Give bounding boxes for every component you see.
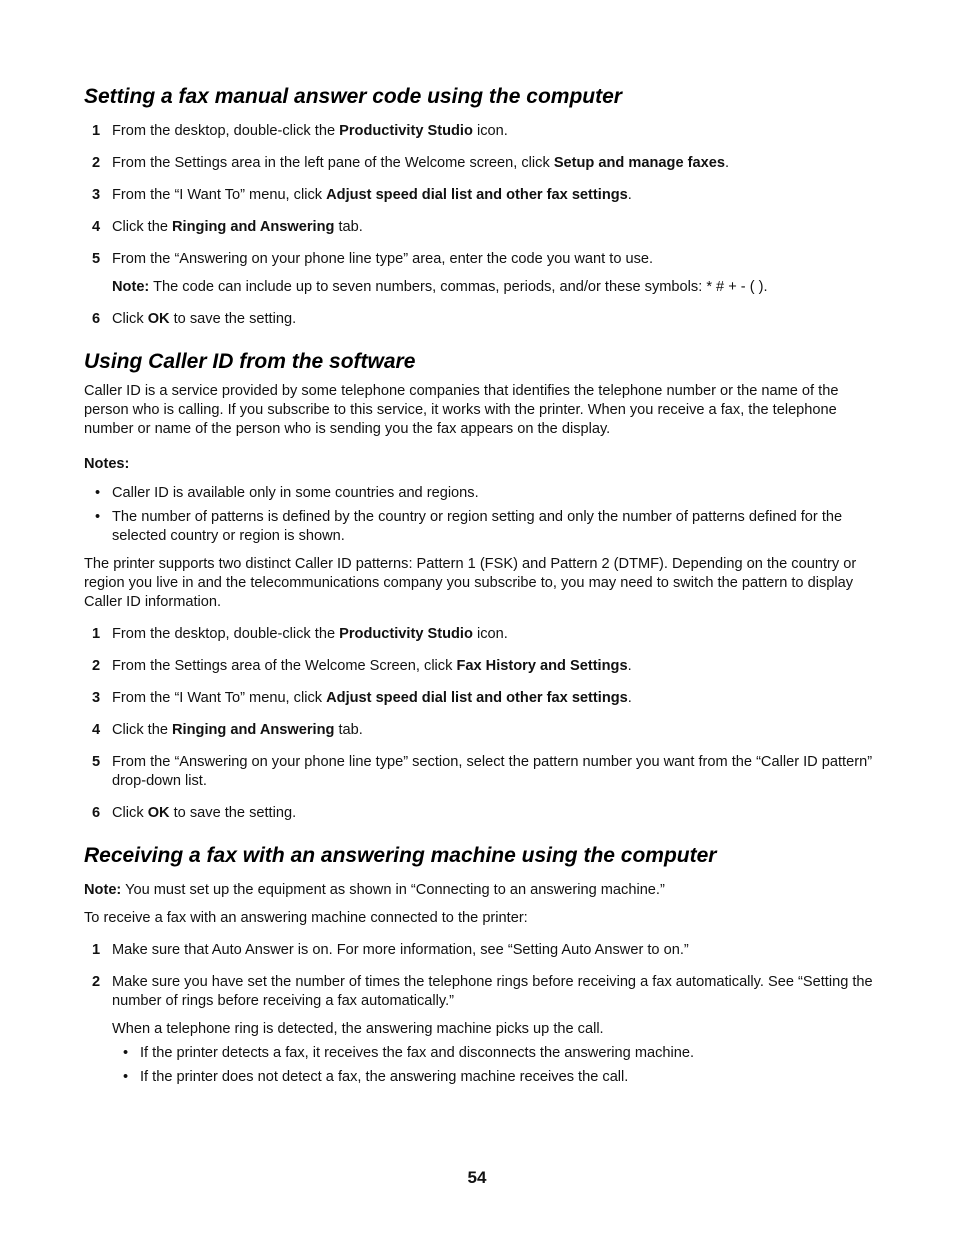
list-item: 3 From the “I Want To” menu, click Adjust speed dial list and other fax settings.	[92, 690, 632, 707]
list-item: • If the printer detects a fax, it receives the fax and disconnects the answering machine.	[123, 1044, 695, 1061]
page-number: 54	[467, 1168, 487, 1187]
list-item: • Caller ID is available only in some countries and regions.	[95, 485, 479, 502]
paragraph: To receive a fax with an answering machine connected to the printer:	[84, 909, 528, 926]
list-item: 1 Make sure that Auto Answer is on. For more information, see “Setting Auto Answer to on.”	[92, 941, 689, 958]
paragraph: Caller ID is a service provided by some telephone companies that identifies the telephone number or the name of the person who is calling. If you subscribe to this service, it works with the printer. When you receive a fax, the telephone number or name of the person who is sending you the fax appears on the display.	[84, 383, 839, 438]
note: Note: You must set up the equipment as shown in “Connecting to an answering machine.”	[84, 881, 665, 898]
list-item: 2 From the Settings area in the left pane of the Welcome screen, click Setup and manage faxes.	[92, 155, 730, 172]
document-page	[84, 84, 874, 1107]
section-caller-id	[84, 349, 874, 823]
list-item: 1 From the desktop, double-click the Productivity Studio icon.	[92, 626, 508, 643]
note: Note: The code can include up to seven numbers, commas, periods, and/or these symbols: * # + - ( ).	[112, 279, 768, 296]
list-item: 5 From the “Answering on your phone line type” section, select the pattern number you want from the “Caller ID pattern” drop-down list.	[92, 754, 873, 790]
section-heading: Receiving a fax with an answering machine using the computer	[84, 844, 717, 868]
section-fax-answer-code	[84, 84, 874, 329]
section-heading: Setting a fax manual answer code using the computer	[84, 85, 622, 108]
list-item: • If the printer does not detect a fax, the answering machine receives the call.	[123, 1068, 629, 1085]
list-item: • The number of patterns is defined by the country or region setting and only the number of patterns defined for the selected country or region is shown.	[95, 509, 843, 545]
list-item: 1 From the desktop, double-click the Productivity Studio icon.	[92, 123, 508, 140]
list-item: 6 Click OK to save the setting.	[92, 311, 297, 328]
section-answering-machine	[84, 843, 874, 1086]
paragraph: When a telephone ring is detected, the answering machine picks up the call.	[112, 1020, 604, 1037]
list-item: 2 Make sure you have set the number of times the telephone rings before receiving a fax automatically. See “Setting the number of rings before receiving a fax automatically.”	[92, 973, 873, 1009]
list-item: 3 From the “I Want To” menu, click Adjust speed dial list and other fax settings.	[92, 187, 632, 204]
list-item: 4 Click the Ringing and Answering tab.	[92, 722, 363, 739]
paragraph: The printer supports two distinct Caller ID patterns: Pattern 1 (FSK) and Pattern 2 (DTMF). Depending on the country or region you live in and the telecommunications company you subscribe to, you may need to switch the pattern to display Caller ID information.	[84, 556, 857, 611]
list-item: 2 From the Settings area of the Welcome Screen, click Fax History and Settings.	[92, 658, 632, 675]
section-heading: Using Caller ID from the software	[84, 350, 416, 374]
notes-label: Notes:	[84, 456, 130, 473]
list-item: 5 From the “Answering on your phone line type” area, enter the code you want to use.	[92, 251, 654, 268]
list-item: 6 Click OK to save the setting.	[92, 805, 297, 822]
list-item: 4 Click the Ringing and Answering tab.	[92, 219, 363, 236]
